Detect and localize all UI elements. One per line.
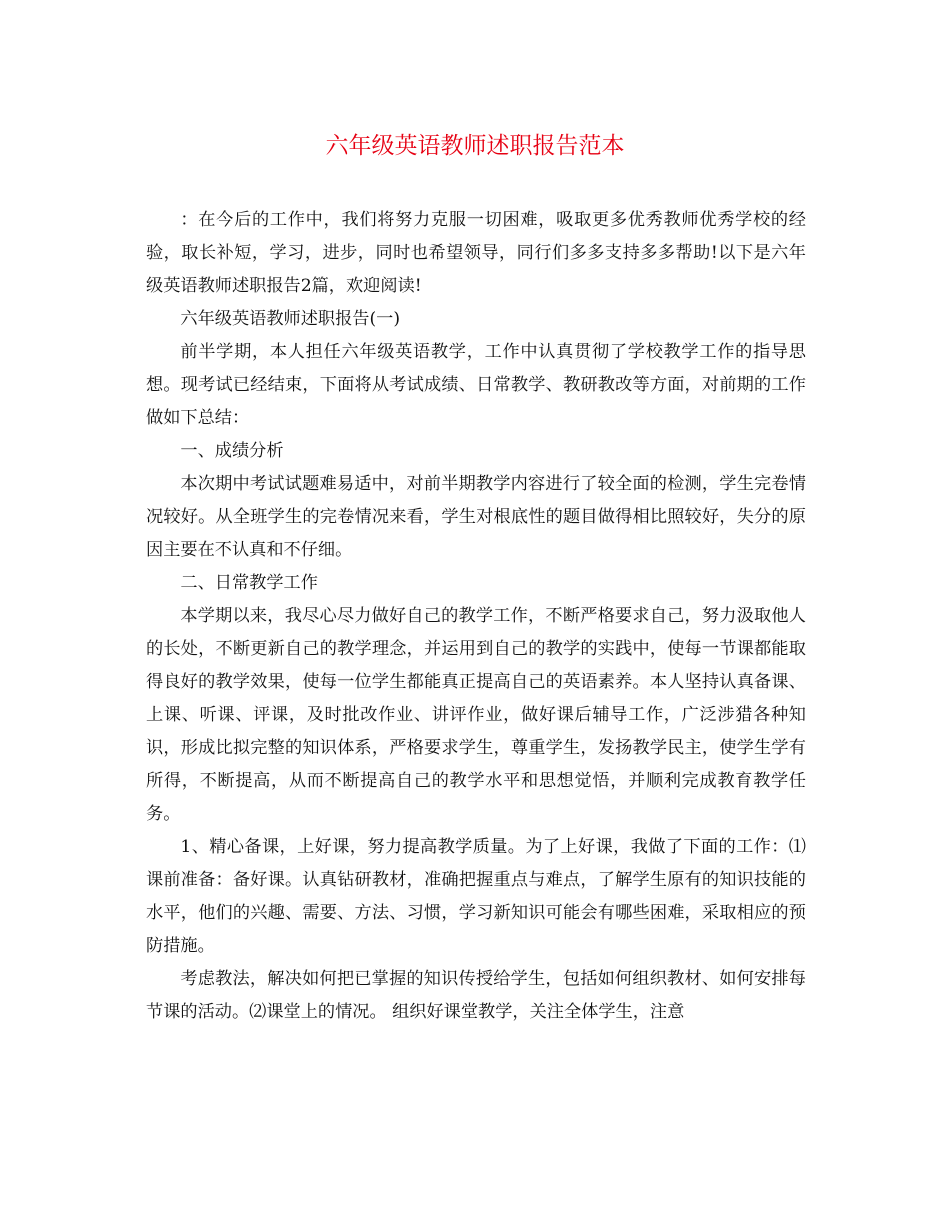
paragraph-lesson-preparation: 1、精心备课，上好课，努力提高教学质量。为了上好课，我做了下面的工作：⑴课前准备：备好课。认真钻研教材，准确把握重点与难点，了解学生原有的知识技能的水平，他们的兴趣、需要、方法、习惯，学习新知识可能会有哪些困难，采取相应的预防措施。 [146,837,806,956]
paragraph-report-heading: 六年级英语教师述职报告(一) [180,309,401,329]
document-title: 六年级英语教师述职报告范本 [325,133,625,159]
section-heading-score-analysis: 一、成绩分析 [180,441,284,461]
document-body [146,204,806,1029]
paragraph-teaching-method: 考虑教法，解决如何把已掌握的知识传授给学生，包括如何组织教材、如何安排每节课的活动。⑵课堂上的情况。 组织好课堂教学，关注全体学生，注意 [146,969,806,1022]
paragraph-intro: ：在今后的工作中，我们将努力克服一切困难，吸取更多优秀教师优秀学校的经验，取长补短，学习，进步，同时也希望领导，同行们多多支持多多帮助!以下是六年级英语教师述职报告2篇，欢迎阅读! [146,210,806,296]
paragraph-daily-teaching: 本学期以来，我尽心尽力做好自己的教学工作，不断严格要求自己，努力汲取他人的长处，不断更新自己的教学理念，并运用到自己的教学的实践中，使每一节课都能取得良好的教学效果，使每一位学生都能真正提高自己的英语素养。本人坚持认真备课、上课、听课、评课，及时批改作业、讲评作业，做好课后辅导工作，广泛涉猎各种知识，形成比拟完整的知识体系，严格要求学生，尊重学生，发扬教学民主，使学生学有所得，不断提高，从而不断提高自己的教学水平和思想觉悟，并顺利完成教育教学任务。 [146,606,806,824]
paragraph-overview: 前半学期，本人担任六年级英语教学，工作中认真贯彻了学校教学工作的指导思想。现考试已经结束，下面将从考试成绩、日常教学、教研教改等方面，对前期的工作做如下总结： [146,342,806,428]
paragraph-score-analysis: 本次期中考试试题难易适中，对前半期教学内容进行了较全面的检测，学生完卷情况较好。从全班学生的完卷情况来看，学生对根底性的题目做得相比照较好，失分的原因主要在不认真和不仔细。 [146,474,806,560]
section-heading-daily-teaching: 二、日常教学工作 [180,573,318,593]
